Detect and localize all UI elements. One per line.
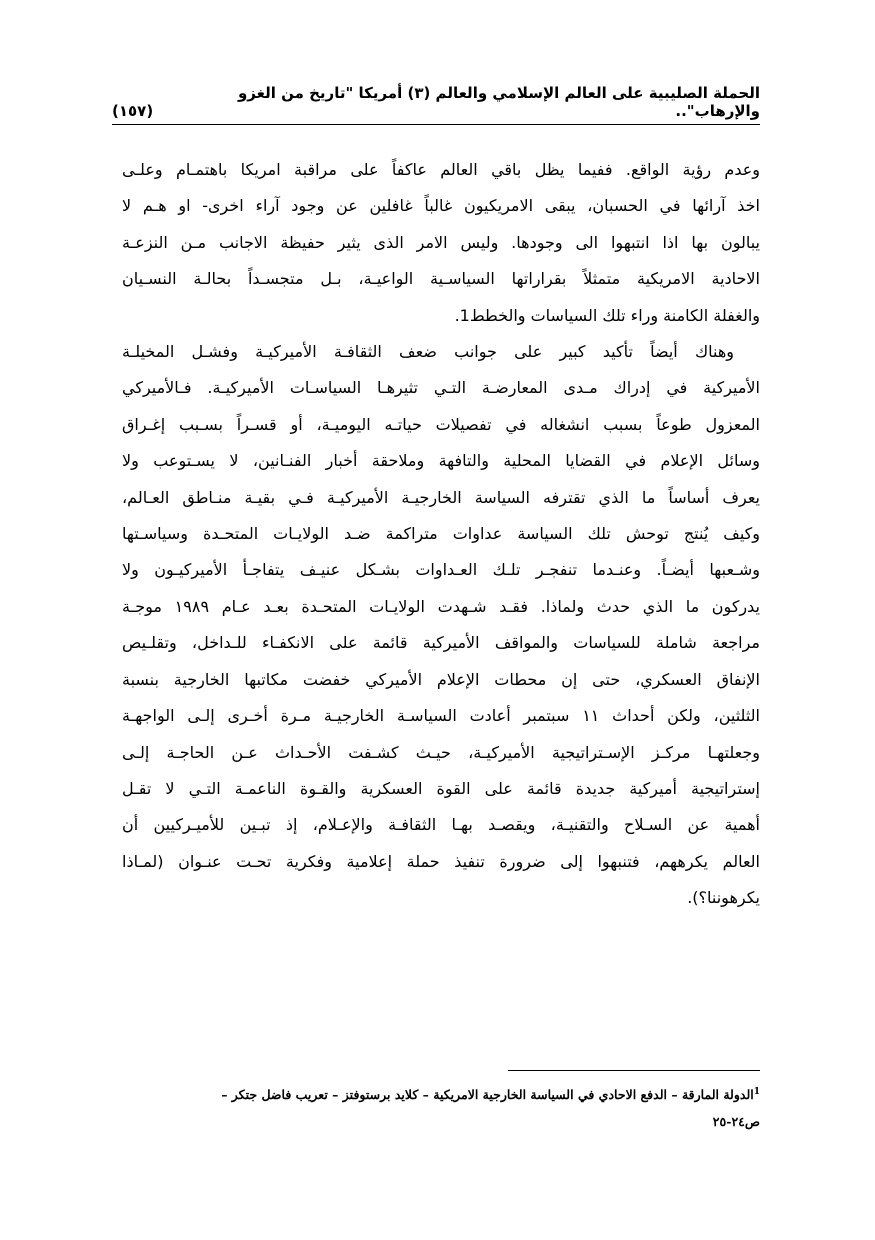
page-number: (١٥٧): [112, 102, 154, 120]
footnote-line: [112, 1081, 760, 1108]
footnote-marker: 1: [753, 1086, 760, 1097]
footnote-line: ص٢٤-٢٥: [712, 1114, 760, 1129]
text-line: وشـعبها أيضـاً. وعنـدما تنفجـر تلـك العـداوات بشـكل عنيـف يتفاجـأ الأميركيـون ولا: [122, 560, 760, 580]
footnote-text: الدولة المارقة – الدفع الاحادي في السياسة الخارجية الامريكية – كلايد برستوفتز – تعريب فاضل جتكر –: [221, 1087, 754, 1102]
text-line: وهناك أيضاً تأكيد كبير على جوانب ضعف الثقافـة الأميركيـة وفشـل المخيلـة: [122, 342, 734, 362]
text-line: أهمية عن السـلاح والتقنيـة، ويقصـد بهـا الثقافـة والإعـلام، إذ تبـين للأميـركيين أن: [122, 815, 760, 835]
header-title: الحملة الصليبية على العالم الإسلامي والعالم (٣) أمريكا "تاريخ من الغزو والإرهاب"..: [237, 84, 760, 120]
text-line: وكيف يُنتج توحش تلك السياسة عداوات متراكمة ضـد الولايـات المتحـدة وسياسـتها: [122, 524, 760, 544]
text-line: الاحادية الامريكية متمثلاً بقراراتها السياسـية الواعيـة، بـل متجسـداً بحالـة النسـيان: [122, 269, 760, 289]
footnote-separator: [508, 1070, 760, 1071]
footnote: [112, 1081, 760, 1155]
text-line: العالم يكرههم، فتنبهوا إلى ضرورة تنفيذ حملة إعلامية وفكرية تحـت عنـوان (لمـاذا: [122, 851, 760, 871]
body-text: [122, 152, 760, 1070]
text-line: يدركون ما الذي حدث ولماذا. فقـد شـهدت الولايـات المتحـدة بعـد عـام ١٩٨٩ موجـة: [122, 596, 761, 616]
text-line: وجعلتهـا مركـز الإسـتراتيجية الأميركيـة، حيـث كشـفت الأحـداث عـن الحاجـة إلـى: [122, 742, 760, 762]
text-line: وسائل الإعلام في القضايا المحلية والتافهة وملاحقة أخبار الفنـانين، لا يسـتوعب ولا: [122, 451, 760, 471]
text-line: يبالون بها اذا انتبهوا الى وجودها. وليس الامر الذى يثير حفيظة الاجانب مـن النزعـة: [122, 232, 760, 252]
text-line: إستراتيجية أميركية جديدة قائمة على القوة العسكرية والقـوة الناعمـة التـي لا تقـل: [122, 778, 760, 798]
text-line: الأميركية في إدراك مـدى المعارضـة التـي تثيرهـا السياسـات الأميركيـة. فـالأميركي: [122, 378, 760, 398]
text-line: مراجعة شاملة للسياسات والمواقف الأميركية قائمة على الانكفـاء للـداخل، وتقلـيص: [122, 633, 760, 653]
text-line: والغفلة الكامنة وراء تلك السياسات والخطط1.: [454, 305, 760, 325]
text-line: اخذ آرائها في الحسبان، يبقى الامريكيون غالباً غافلين عن وجود آراء اخرى- او هـم لا: [122, 196, 760, 216]
paragraph: [122, 152, 760, 334]
text-line: المعزول طوعاً بسبب انشغاله في تفصيلات حياتـه اليوميـة، أو قسـراً بسـبب إغـراق: [122, 414, 760, 434]
text-line: الثلثين، ولكن أحداث ١١ سبتمبر أعادت السياسـة الخارجيـة مـرة أخـرى إلـى الواجهـة: [122, 706, 761, 726]
text-line: الإنفاق العسكري، حتى إن محطات الإعلام الأميركي خفضت مكاتبها الخارجية بنسبة: [122, 669, 760, 689]
text-line: يعرف أساساً ما الذي تقترفه السياسة الخارجيـة الأميركيـة فـي بقيـة منـاطق العـالم،: [122, 487, 760, 507]
text-line: وعدم رؤية الواقع. ففيما يظل باقي العالم عاكفاً على مراقبة امريكا باهتمـام وعلـى: [122, 160, 760, 179]
text-line: يكرهوننا؟).: [687, 888, 760, 908]
paragraph: [122, 334, 760, 917]
